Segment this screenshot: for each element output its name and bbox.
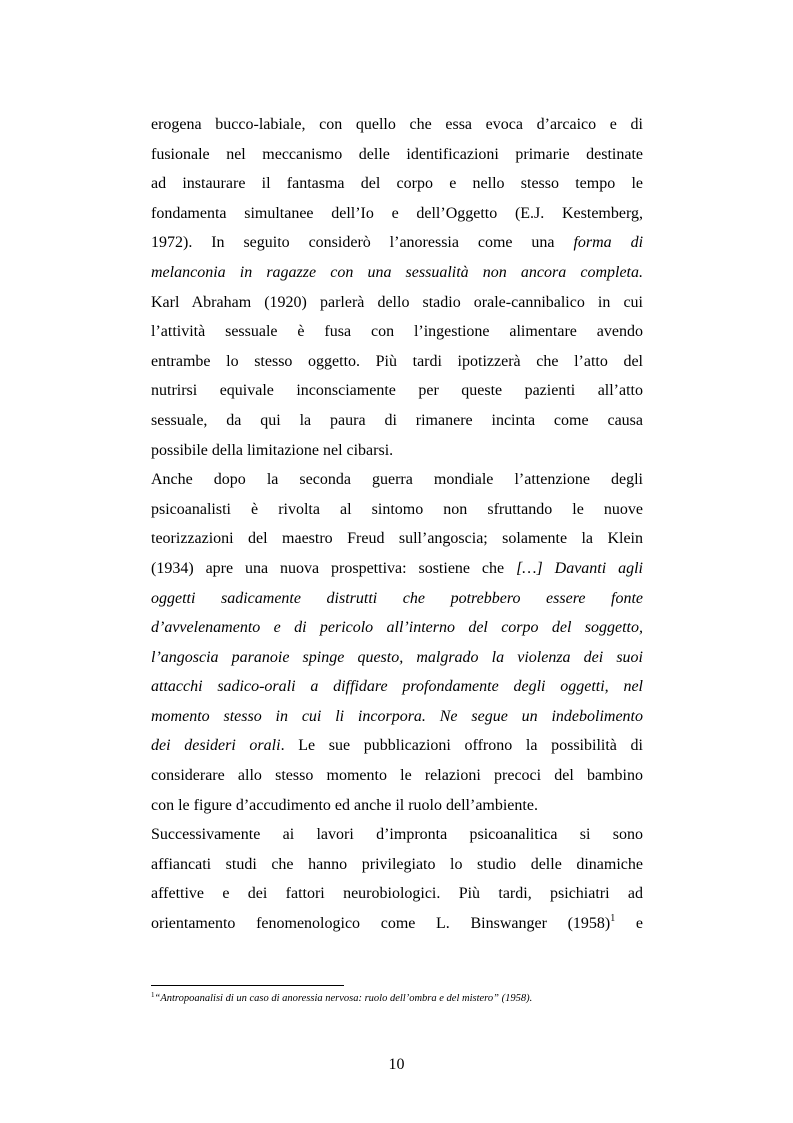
text-line: momento stesso in cui li incorpora. Ne segue un indebolimento (151, 707, 643, 725)
text-line: Karl Abraham (1920) parlerà dello stadio orale-cannibalico in cui (151, 293, 643, 311)
footnote (151, 992, 532, 1006)
text-line: dei desideri orali. Le sue pubblicazioni offrono la possibilità di (151, 737, 643, 755)
footnote-marker: 1 (151, 991, 155, 999)
text-line: teorizzazioni del maestro Freud sull’angoscia; solamente la Klein (151, 530, 643, 548)
footnote-text: “Antropoanalisi di un caso di anoressia nervosa: ruolo dell’ombra e del mistero” (1958). (154, 993, 533, 1004)
text-line: oggetti sadicamente distrutti che potrebbero essere fonte (151, 589, 643, 607)
text-line: affettive e dei fattori neurobiologici. Più tardi, psichiatri ad (151, 885, 643, 903)
text-line: fondamenta simultanee dell’Io e dell’Oggetto (E.J. Kestemberg, (151, 204, 643, 222)
text-line: (1934) apre una nuova prospettiva: sostiene che […] Davanti agli (151, 559, 643, 577)
text-line: Anche dopo la seconda guerra mondiale l’attenzione degli (151, 471, 643, 489)
text-line: melanconia in ragazze con una sessualità non ancora completa. (151, 263, 643, 281)
text-line: fusionale nel meccanismo delle identificazioni primarie destinate (151, 145, 643, 163)
text-line: Successivamente ai lavori d’impronta psicoanalitica si sono (151, 826, 643, 844)
text-line: psicoanalisti è rivolta al sintomo non sfruttando le nuove (151, 500, 643, 518)
text-line: attacchi sadico-orali a diffidare profondamente degli oggetti, nel (151, 678, 643, 696)
text-line: sessuale, da qui la paura di rimanere incinta come causa (151, 411, 643, 429)
text-line: orientamento fenomenologico come L. Binswanger $(1958)^1$ e (151, 913, 644, 933)
text-line: l’angoscia paranoie spinge questo, malgrado la violenza dei suoi (151, 648, 643, 666)
text-line: affiancati studi che hanno privilegiato lo studio delle dinamiche (151, 855, 643, 873)
page-number: 10 (388, 1056, 405, 1073)
text-line: entrambe lo stesso oggetto. Più tardi ipotizzerà che l’atto del (151, 352, 643, 370)
footnote-separator (151, 985, 344, 986)
text-line: erogena bucco-labiale, con quello che essa evoca d’arcaico e di (151, 116, 643, 133)
text-line: possibile della limitazione nel cibarsi. (151, 441, 394, 459)
text-line: nutrirsi equivale inconsciamente per queste pazienti all’atto (151, 382, 643, 400)
text-line: considerare allo stesso momento le relazioni precoci del bambino (151, 767, 643, 785)
footnote-reference[interactable]: 1 (610, 913, 616, 925)
text-line: ad instaurare il fantasma del corpo e nello stesso tempo le (151, 175, 643, 193)
body-text (151, 110, 643, 939)
text-line: con le figure d’accudimento ed anche il ruolo dell’ambiente. (151, 796, 538, 814)
text-line: l’attività sessuale è fusa con l’ingestione alimentare avendo (151, 323, 643, 341)
text-line: d’avvelenamento e di pericolo all’interno del corpo del soggetto, (151, 619, 643, 637)
text-line: 1972). In seguito considerò l’anoressia come una forma di (151, 234, 644, 252)
